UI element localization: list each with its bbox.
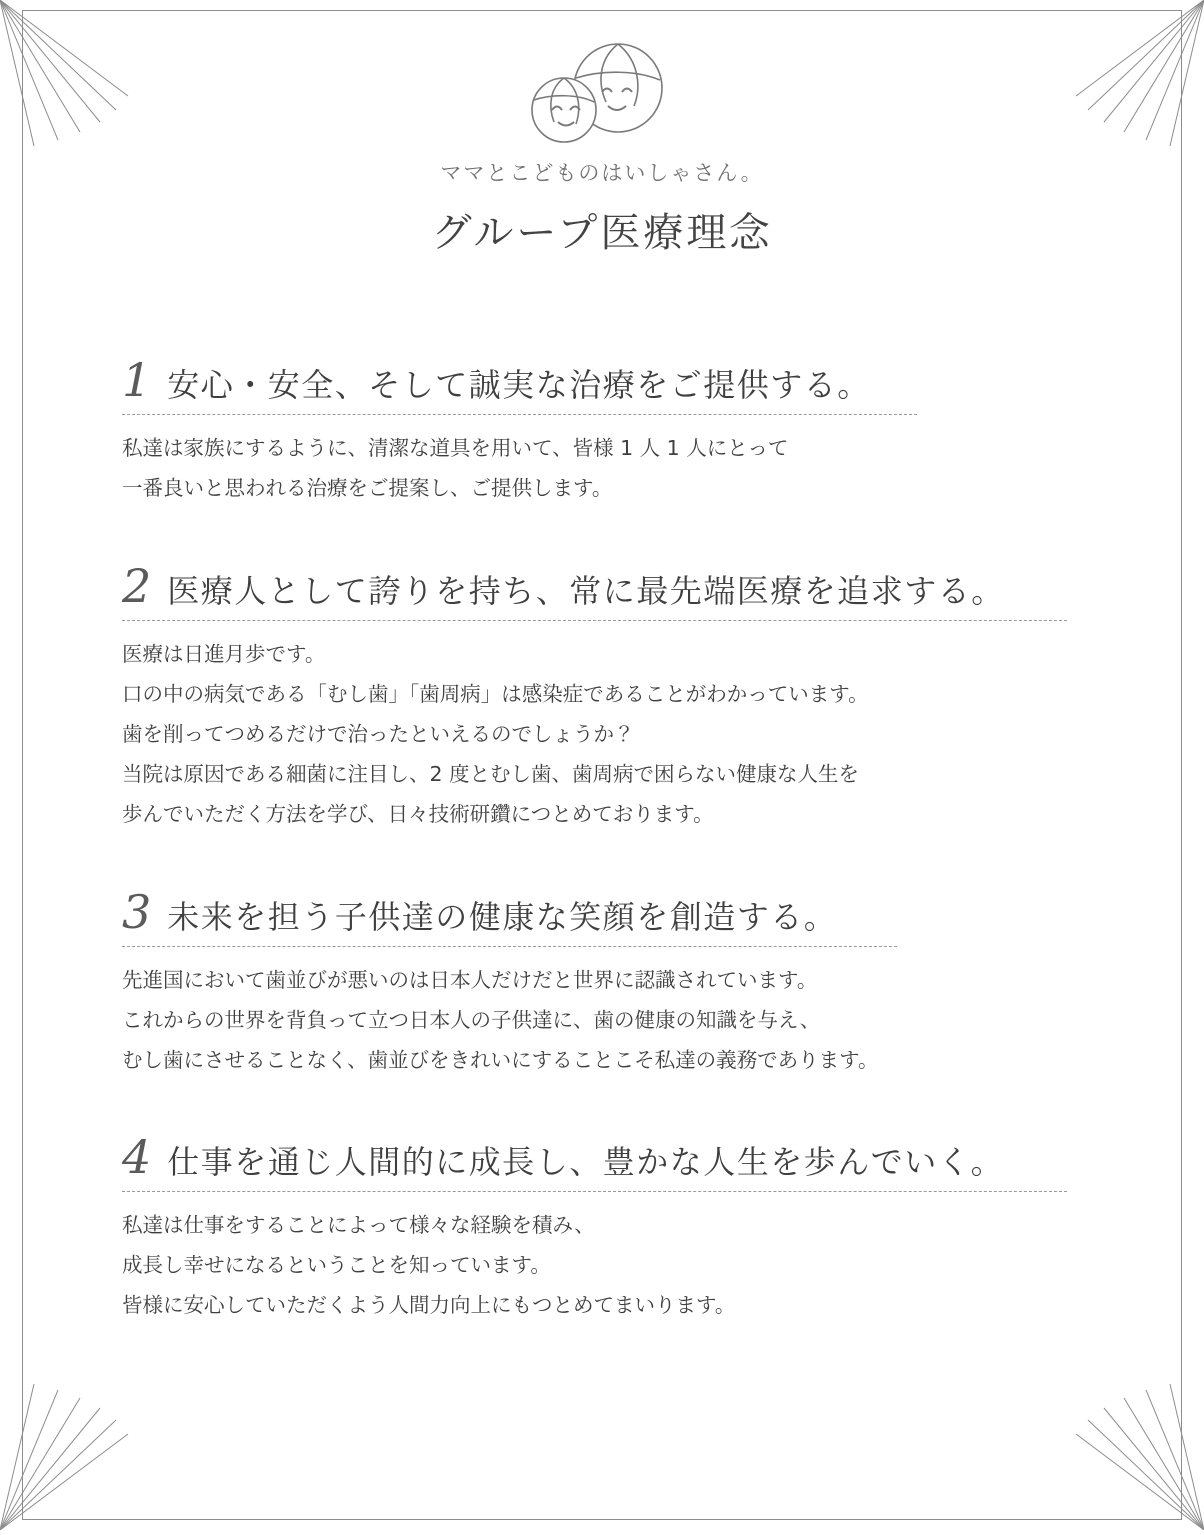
- principle-title: 未来を担う子供達の健康な笑顔を創造する。: [167, 897, 838, 936]
- principle-body: [122, 1206, 1082, 1326]
- corner-rays-bottom-right-icon: [1054, 1380, 1204, 1530]
- principle-divider: [122, 414, 917, 415]
- principle-body: [122, 961, 1082, 1081]
- principle-divider: [122, 946, 897, 947]
- principle-item-4: [122, 1130, 1082, 1326]
- body-line: 歯を削ってつめるだけで治ったといえるのでしょうか？: [122, 721, 635, 746]
- two-children-faces-icon: [0, 26, 1204, 151]
- principle-divider: [122, 1191, 1067, 1192]
- body-line: 歩んでいただく方法を学び、日々技術研鑽につとめております。: [122, 801, 714, 826]
- principle-heading: [122, 884, 1082, 944]
- principles-list: [122, 285, 1082, 1327]
- principle-divider: [122, 620, 1067, 621]
- principle-body: [122, 635, 1082, 835]
- principle-title: 医療人として誇りを持ち、常に最先端医療を追求する。: [167, 571, 1005, 610]
- page-title: グループ医療理念: [431, 210, 773, 256]
- principle-number: 4: [122, 1130, 152, 1185]
- border-gap-bottom: [163, 1507, 1041, 1510]
- body-line: むし歯にさせることなく、歯並びをきれいにすることこそ私達の義務であります。: [122, 1047, 879, 1072]
- body-line: 口の中の病気である「むし歯」「歯周病」は感染症であることがわかっています。: [122, 681, 869, 706]
- corner-rays-bottom-left-icon: [0, 1380, 150, 1530]
- principle-number: 1: [122, 352, 152, 407]
- body-line: 一番良いと思われる治療をご提案し、ご提供します。: [122, 475, 613, 500]
- body-line: 医療は日進月歩です。: [122, 641, 326, 666]
- body-line: 私達は家族にするように、清潔な道具を用いて、皆様 1 人 1 人にとって: [122, 435, 789, 460]
- principle-item-2: [122, 558, 1082, 835]
- document-header: [0, 0, 1204, 258]
- body-line: 皆様に安心していただくよう人間力向上にもつとめてまいります。: [122, 1293, 736, 1318]
- body-line: 成長し幸せになるということを知っています。: [122, 1253, 551, 1278]
- logo-text: ママとこどものはいしゃさん。: [440, 161, 764, 185]
- principle-title: 仕事を通じ人間的に成長し、豊かな人生を歩んでいく。: [167, 1143, 1005, 1182]
- body-line: 当院は原因である細菌に注目し、2 度とむし歯、歯周病で困らない健康な人生を: [122, 761, 860, 786]
- principle-heading: [122, 558, 1082, 618]
- principle-item-1: [122, 352, 1082, 509]
- body-line: 私達は仕事をすることによって様々な経験を積み、: [122, 1213, 595, 1238]
- body-line: 先進国において歯並びが悪いのは日本人だけだと世界に認識されています。: [122, 967, 818, 992]
- principle-body: [122, 429, 1082, 509]
- principle-title: 安心・安全、そして誠実な治療をご提供する。: [167, 365, 871, 404]
- principle-heading: [122, 352, 1082, 412]
- principle-item-3: [122, 884, 1082, 1081]
- body-line: これからの世界を背負って立つ日本人の子供達に、歯の健康の知識を与え、: [122, 1007, 821, 1032]
- principle-heading: [122, 1130, 1082, 1189]
- principle-number: 2: [122, 558, 152, 613]
- principle-number: 3: [122, 884, 152, 939]
